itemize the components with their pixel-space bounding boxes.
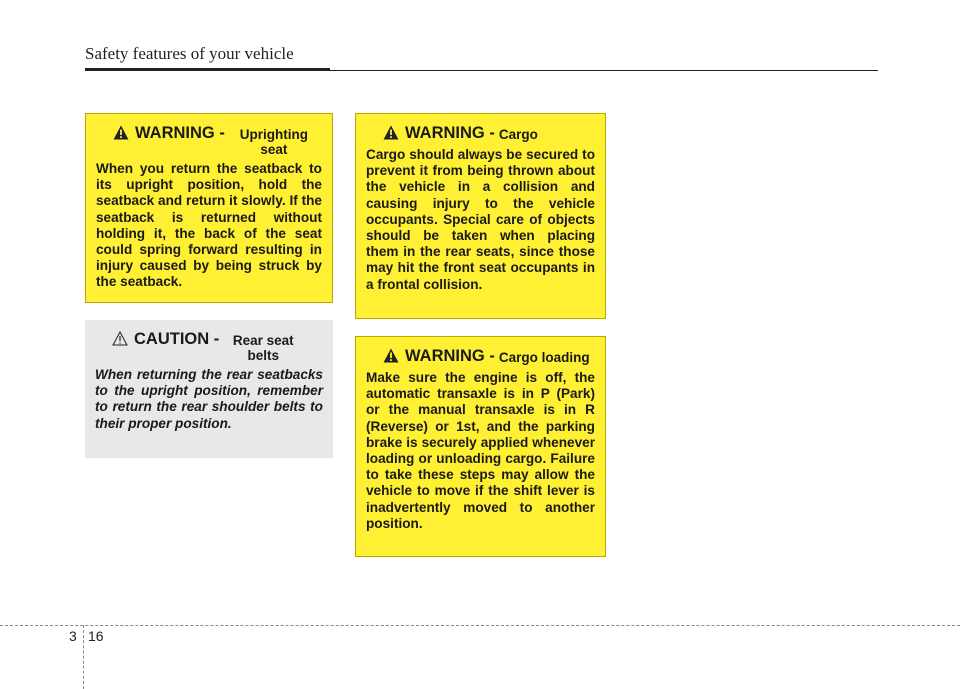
warning-triangle-filled-icon [383,348,399,363]
header-rule-thin [330,70,878,71]
caution-box-heading [95,330,323,363]
footer-divider [83,625,84,689]
caution-triangle-outline-icon [112,331,128,346]
caution-subject: Rear seat belts [232,333,294,363]
warning-triangle-filled-icon [383,125,399,140]
caution-keyword: CAUTION - [134,330,220,348]
warning-box-heading [366,124,595,143]
footer-rule [0,625,960,626]
chapter-number: 3 [69,628,77,644]
caution-body-text: When returning the rear seatbacks to the upright position, remember to return the rear shoulder belts to their proper position. [95,367,323,431]
warning-box-cargo [355,113,606,319]
warning-body-text: Make sure the engine is off, the automatic transaxle is in P (Park) or the manual transaxle is in R (Reverse) or 1st, and the parking brake is securely applied whenever loading or unloading cargo. Failure to take these steps may allow the vehicle to move if the shift lever is inadvertently moved to another position. [366,370,595,531]
warning-body-text: Cargo should always be secured to prevent it from being thrown about the vehicle in a collision and causing injury to the vehicle occupants. Special care of objects should be taken when placing them in the rear seats, since those may hit the front seat occupants in a frontal collision. [366,147,595,292]
warning-subject: Cargo loading [498,350,590,365]
warning-keyword: WARNING - [135,124,225,142]
warning-box-heading [366,347,595,366]
page-section-title: Safety features of your vehicle [85,44,294,63]
warning-subject: Uprighting seat [239,127,308,157]
warning-box-cargo-loading [355,336,606,557]
warning-subject: Cargo [498,127,538,142]
header-rule-thick [85,68,330,71]
page-number: 16 [88,628,104,644]
warning-keyword: WARNING - [405,347,495,365]
warning-keyword: WARNING - [405,124,495,142]
caution-box-rear-seat-belts [85,320,333,458]
warning-box-upright-seat [85,113,333,303]
warning-body-text: When you return the seatback to its upright position, hold the seatback and return it slowly. If the seatback is returned without holding it, the back of the seat could spring forward resulting in injury caused by being struck by the seatback. [96,161,322,290]
warning-triangle-filled-icon [113,125,129,140]
warning-box-heading [96,124,322,157]
